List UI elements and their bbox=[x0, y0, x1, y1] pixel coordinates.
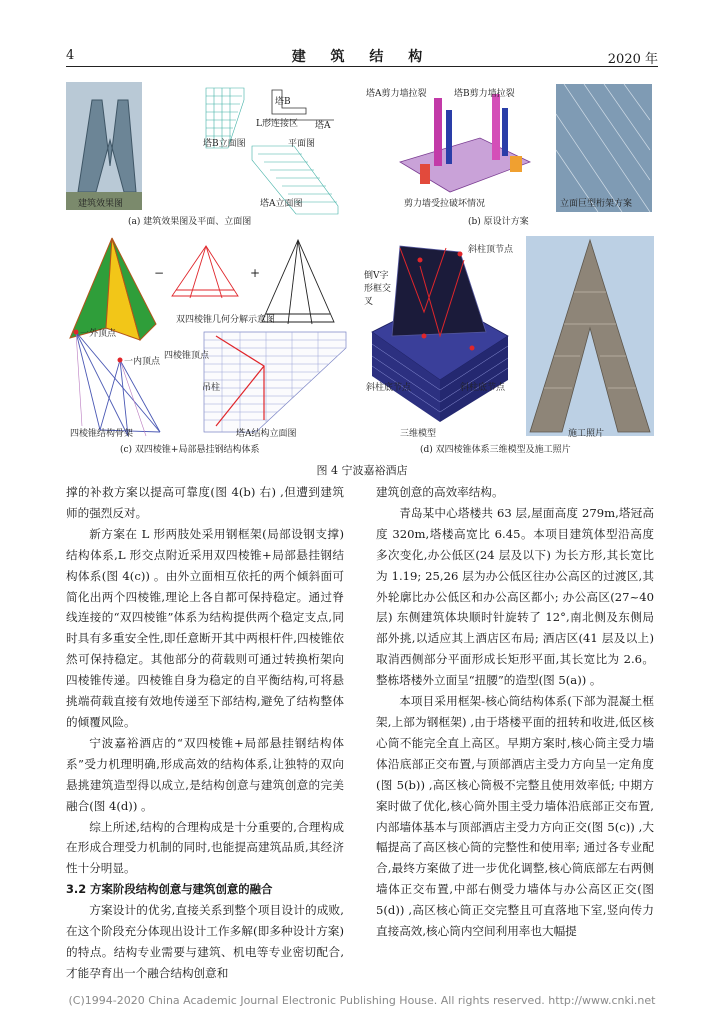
panel-d-graphics bbox=[360, 236, 660, 458]
label-l-connection: L形连接区 bbox=[256, 119, 298, 129]
paragraph: 青岛某中心塔楼共 63 层,屋面高度 279m,塔冠高度 320m,塔楼高宽比 6.45。本项目建筑体型沿高度多次变化,办公低区(24 层及以下) 为长方形,其长宽比为 1.19; 25,26 层为办公低区往办公高区的过渡区,其外轮廓比办公低区和办公高区都小; 办公高区(27~40 层) 东侧建筑体块顺时针旋转了 12°,南北侧及东侧局部外挑,以适应其上酒店区布局; 酒店区(41 层及以上) 取消西侧部分平面形成长矩形平面,其长宽比为 2.6。整栋塔楼外立面呈“扭腰”的造型(图 5(a)) 。 bbox=[376, 505, 654, 688]
label-shear-wall-failure: 剪力墙受拉破坏情况 bbox=[404, 199, 486, 209]
outer-vertex-marker bbox=[74, 330, 79, 335]
panel-d-caption: (d) 双四棱锥体系三维模型及施工照片 bbox=[420, 445, 571, 455]
panel-c bbox=[66, 236, 356, 458]
running-header bbox=[66, 46, 658, 66]
label-tower-a-elevation: 塔A立面图 bbox=[260, 199, 303, 209]
label-facade-truss: 立面巨型桁架方案 bbox=[560, 199, 633, 209]
label-pyramid-apex: 四棱锥顶点 bbox=[164, 351, 210, 361]
panel-a-caption: (a) 建筑效果图及平面、立面图 bbox=[128, 217, 252, 227]
label-inverted-v: 倒V字形框交叉 bbox=[364, 271, 392, 307]
label-plan: 平面图 bbox=[288, 139, 316, 149]
panel-a-graphics bbox=[66, 80, 356, 236]
label-inner-vertex: 一内顶点 bbox=[124, 357, 161, 367]
label-tower-a-crack: 塔A剪力墙拉裂 bbox=[366, 89, 427, 99]
label-tower-b-elevation: 塔B立面图 bbox=[203, 139, 246, 149]
panel-d bbox=[360, 236, 660, 458]
label-tower-b: 塔B bbox=[275, 97, 291, 107]
minus-sign: − bbox=[154, 266, 165, 280]
journal-title: 建 筑 结 构 bbox=[291, 49, 433, 65]
panel-b-graphics bbox=[360, 80, 660, 236]
panel-b bbox=[360, 80, 660, 236]
paragraph: 方案设计的优劣,直接关系到整个项目设计的成败,在这个阶段充分体现出设计工作多解(即多种设计方案) 的特点。结构专业需要与建筑、机电等专业密切配合,才能孕育出一个融合结构创意和 bbox=[66, 903, 344, 980]
section-heading: 3.2 方案阶段结构创意与建筑创意的融合 bbox=[66, 882, 273, 897]
panel-c-graphics bbox=[66, 236, 356, 458]
issue-year: 2020 年 bbox=[607, 52, 658, 67]
label-outer-vertex: 一外顶点 bbox=[80, 329, 117, 339]
inner-vertex-marker bbox=[118, 358, 123, 363]
label-column-base-node-right: 斜柱底节点 bbox=[460, 383, 506, 393]
label-construction-photo: 施工照片 bbox=[568, 429, 605, 439]
panel-a bbox=[66, 80, 356, 236]
plus-sign: + bbox=[250, 266, 261, 280]
panel-b-caption: (b) 原设计方案 bbox=[468, 217, 529, 227]
skeleton-cables bbox=[76, 332, 146, 436]
figure-caption: 图 4 宁波嘉裕酒店 bbox=[316, 464, 408, 477]
right-column bbox=[376, 482, 654, 942]
paragraph: 综上所述,结构的合理构成是十分重要的,合理构成在形成合理受力机制的同时,也能提高建筑品质,其经济性十分明显。 bbox=[66, 819, 344, 876]
paragraph: 本项目采用框架-核心筒结构体系(下部为混凝土框架,上部为钢框架) ,由于塔楼平面的扭转和收进,低区核心筒不能完全直上高区。早期方案时,核心筒主受力墙体沿底部正交布置,与顶部酒店主受力方向呈一定角度(图 5(b)) ,高区核心筒极不完整且使用效率低; 中期方案时做了优化,核心筒外围主受力墙体沿底部正交布置,内部墙体基本与顶部酒店主受力方向正交(图 5(c)) ,大幅提高了高区核心筒的完整性和使用率; 通过各专业配合,最终方案做了进一步优化调整,核心筒底部左右两侧墙体正交布置,中部右侧受力墙体与办公高区正交(图 5(d)) ,高区核心筒正交完整且可直落地下室,竖向传力直接高效,核心筒内空间利用率也大幅提 bbox=[376, 694, 654, 939]
pyramid-skeleton bbox=[76, 332, 160, 436]
label-tower-a: 塔A bbox=[315, 121, 331, 131]
panel-c-caption: (c) 双四棱锥+局部悬挂钢结构体系 bbox=[120, 445, 260, 455]
label-decomposition: 双四棱锥几何分解示意图 bbox=[176, 315, 276, 325]
label-hanging-column: 吊柱 bbox=[202, 383, 221, 393]
paragraph: 撑的补救方案以提高可靠度(图 4(b) 右) ,但遭到建筑师的强烈反对。 bbox=[66, 485, 344, 520]
paragraph: 宁波嘉裕酒店的“双四棱锥+局部悬挂钢结构体系”受力机理明确,形成高效的结构体系,让独特的双向悬挑建筑造型得以成立,是结构创意与建筑创意的完美融合(图 4(d)) 。 bbox=[66, 735, 344, 813]
double-pyramid-model bbox=[70, 238, 156, 340]
copyright-footer: (C)1994-2020 China Academic Journal Electronic Publishing House. All rights reserved. http://www.cnki.net bbox=[68, 994, 656, 1007]
paragraph: 建筑创意的高效率结构。 bbox=[376, 485, 504, 499]
left-column bbox=[66, 482, 344, 984]
tower-a-structural-elevation bbox=[204, 332, 346, 432]
label-tower-a-structure: 塔A结构立面图 bbox=[236, 429, 297, 439]
label-pyramid-skeleton: 四棱锥结构骨架 bbox=[70, 429, 134, 439]
label-column-top-node: 斜柱顶节点 bbox=[468, 245, 514, 255]
page-number: 4 bbox=[66, 48, 75, 63]
paragraph: 新方案在 L 形两肢处采用钢框架(局部设钢支撑) 结构体系,L 形交点附近采用双四棱锥+局部悬挂钢结构体系(图 4(c)) 。由外立面相互依托的两个倾斜面可简化出两个四棱锥,理论上各自都可保持稳定。通过脊线连接的“双四棱锥”体系为结构提供两个稳定支点,同时具有多重安全性,即任意断开其中两根杆件,四棱锥依然可保持稳定。其他部分的荷载则可通过转换桁架向四棱锥传递。四棱锥自身为稳定的自平衡结构,可将悬挑端荷载直接有效地传递至下部结构,避免了结构整体的倾覆风险。 bbox=[66, 526, 344, 729]
red-pyramid-wireframe bbox=[172, 246, 238, 298]
label-rendering: 建筑效果图 bbox=[78, 199, 124, 209]
label-column-base-node-left: 斜柱底节点 bbox=[366, 383, 412, 393]
header-rule bbox=[66, 66, 658, 67]
label-3d-model: 三维模型 bbox=[400, 429, 437, 439]
shear-wall-model bbox=[400, 94, 530, 192]
label-tower-b-crack: 塔B剪力墙拉裂 bbox=[454, 89, 515, 99]
